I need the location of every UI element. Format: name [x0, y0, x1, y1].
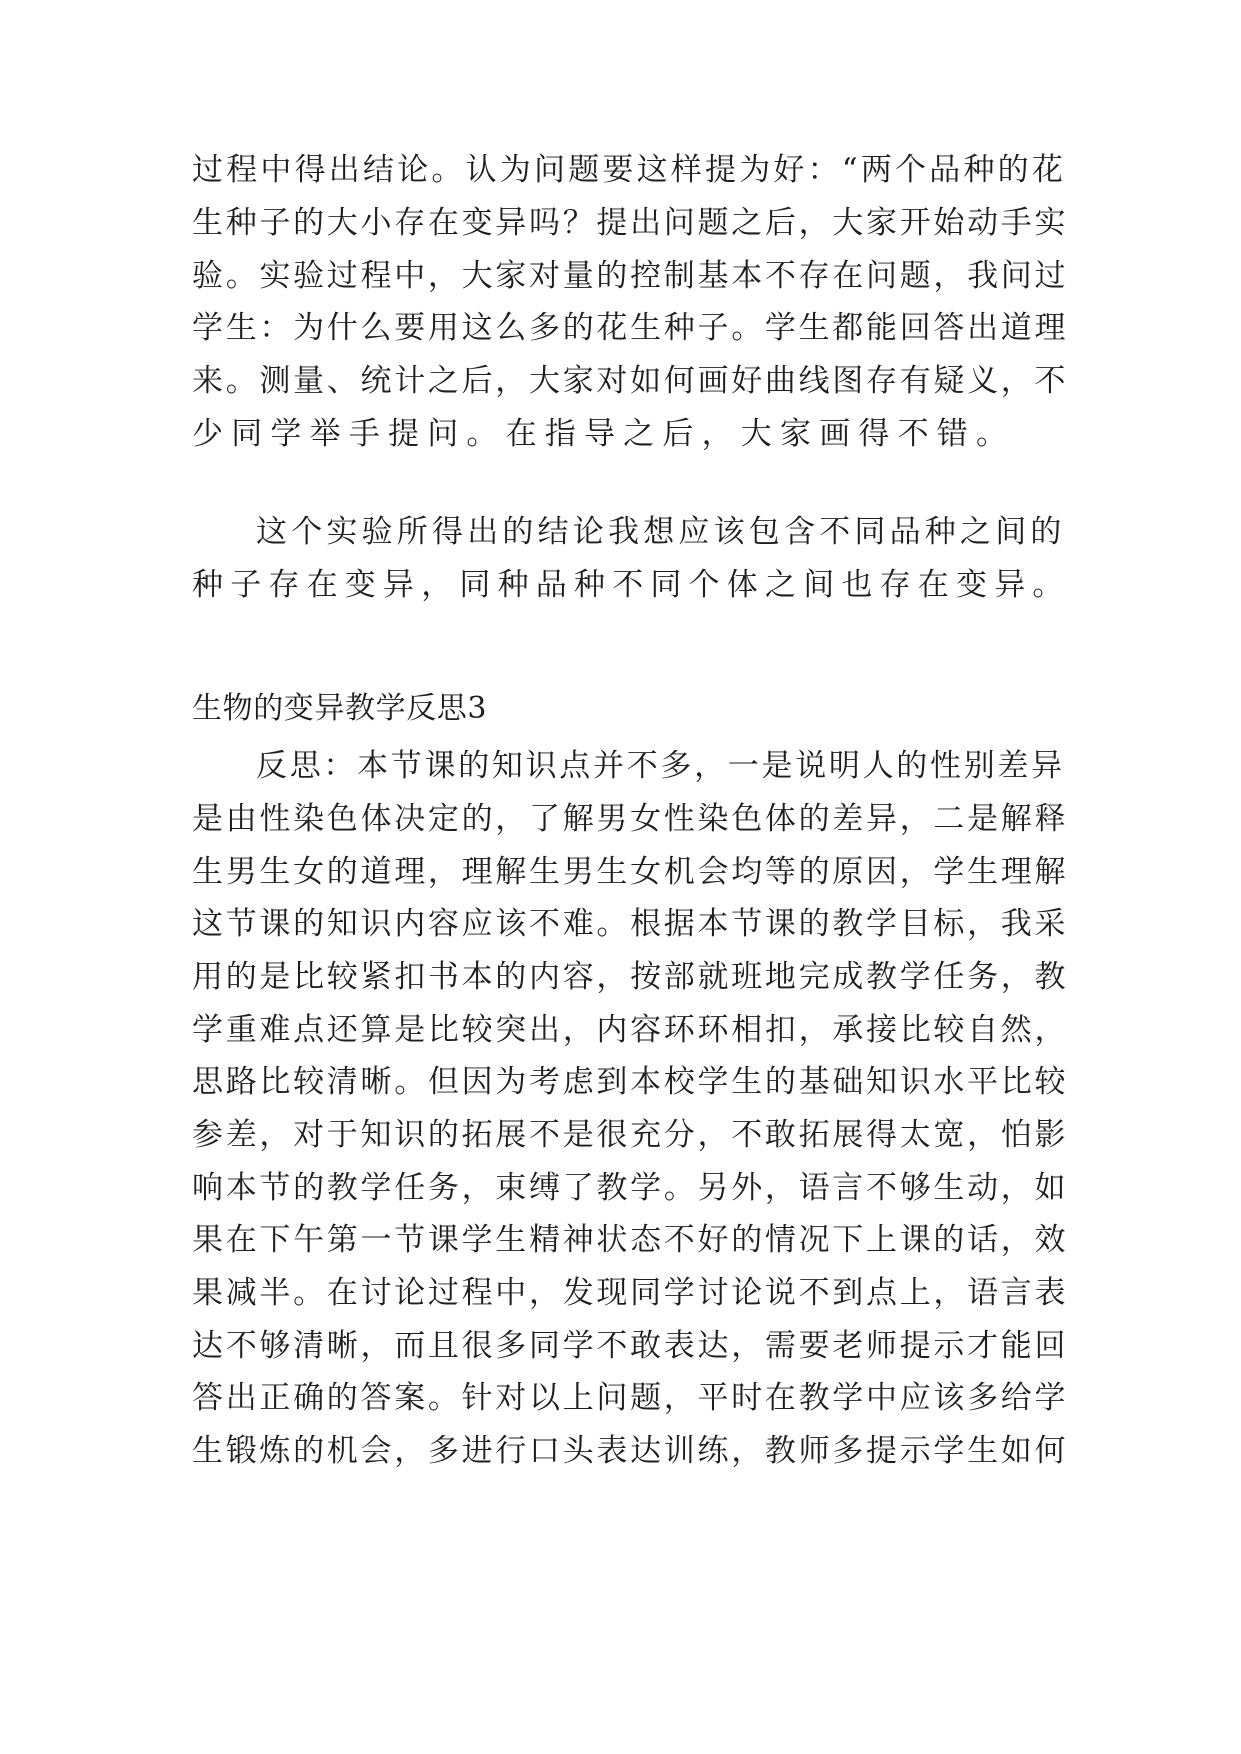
text-line: 生男生女的道理，理解生男生女机会均等的原因，学生理解	[192, 854, 1069, 890]
text-line: 生种子的大小存在变异吗？提出问题之后，大家开始动手实	[192, 205, 1069, 241]
text-line: 思路比较清晰。但因为考虑到本校学生的基础知识水平比较	[192, 1064, 1069, 1100]
text-line: 生锻炼的机会，多进行口头表达训练，教师多提示学生如何	[192, 1433, 1069, 1469]
text-line: 学重难点还算是比较突出，内容环环相扣，承接比较自然，	[192, 1012, 1069, 1048]
text-line: 过程中得出结论。认为问题要这样提为好：“两个品种的花	[192, 152, 1067, 188]
text-line: 种子存在变异，同种品种不同个体之间也存在变异。	[192, 567, 1071, 603]
text-line: 用的是比较紧扣书本的内容，按部就班地完成教学任务，教	[192, 959, 1069, 995]
text-line: 少同学举手提问。在指导之后，大家画得不错。	[192, 416, 1016, 452]
text-line: 验。实验过程中，大家对量的控制基本不存在问题，我问过	[192, 258, 1069, 294]
text-line: 来。测量、统计之后，大家对如何画好曲线图存有疑义，不	[192, 363, 1069, 399]
text-line: 反思：本节课的知识点并不多，一是说明人的性别差异	[256, 748, 1065, 784]
text-line: 响本节的教学任务，束缚了教学。另外，语言不够生动，如	[192, 1170, 1069, 1206]
text-line: 是由性染色体决定的，了解男女性染色体的差异，二是解释	[192, 801, 1069, 837]
text-line: 果在下午第一节课学生精神状态不好的情况下上课的话，效	[192, 1222, 1069, 1258]
text-line: 答出正确的答案。针对以上问题，平时在教学中应该多给学	[192, 1380, 1069, 1416]
text-line: 这节课的知识内容应该不难。根据本节课的教学目标，我采	[192, 906, 1069, 942]
text-line: 参差，对于知识的拓展不是很充分，不敢拓展得太宽，怕影	[192, 1117, 1069, 1153]
section-heading: 生物的变异教学反思3	[192, 691, 488, 726]
text-line: 果减半。在讨论过程中，发现同学讨论说不到点上，语言表	[192, 1275, 1069, 1311]
text-line: 学生：为什么要用这么多的花生种子。学生都能回答出道理	[192, 310, 1069, 346]
text-line: 这个实验所得出的结论我想应该包含不同品种之间的	[256, 514, 1066, 550]
text-line: 达不够清晰，而且很多同学不敢表达，需要老师提示才能回	[192, 1328, 1069, 1364]
